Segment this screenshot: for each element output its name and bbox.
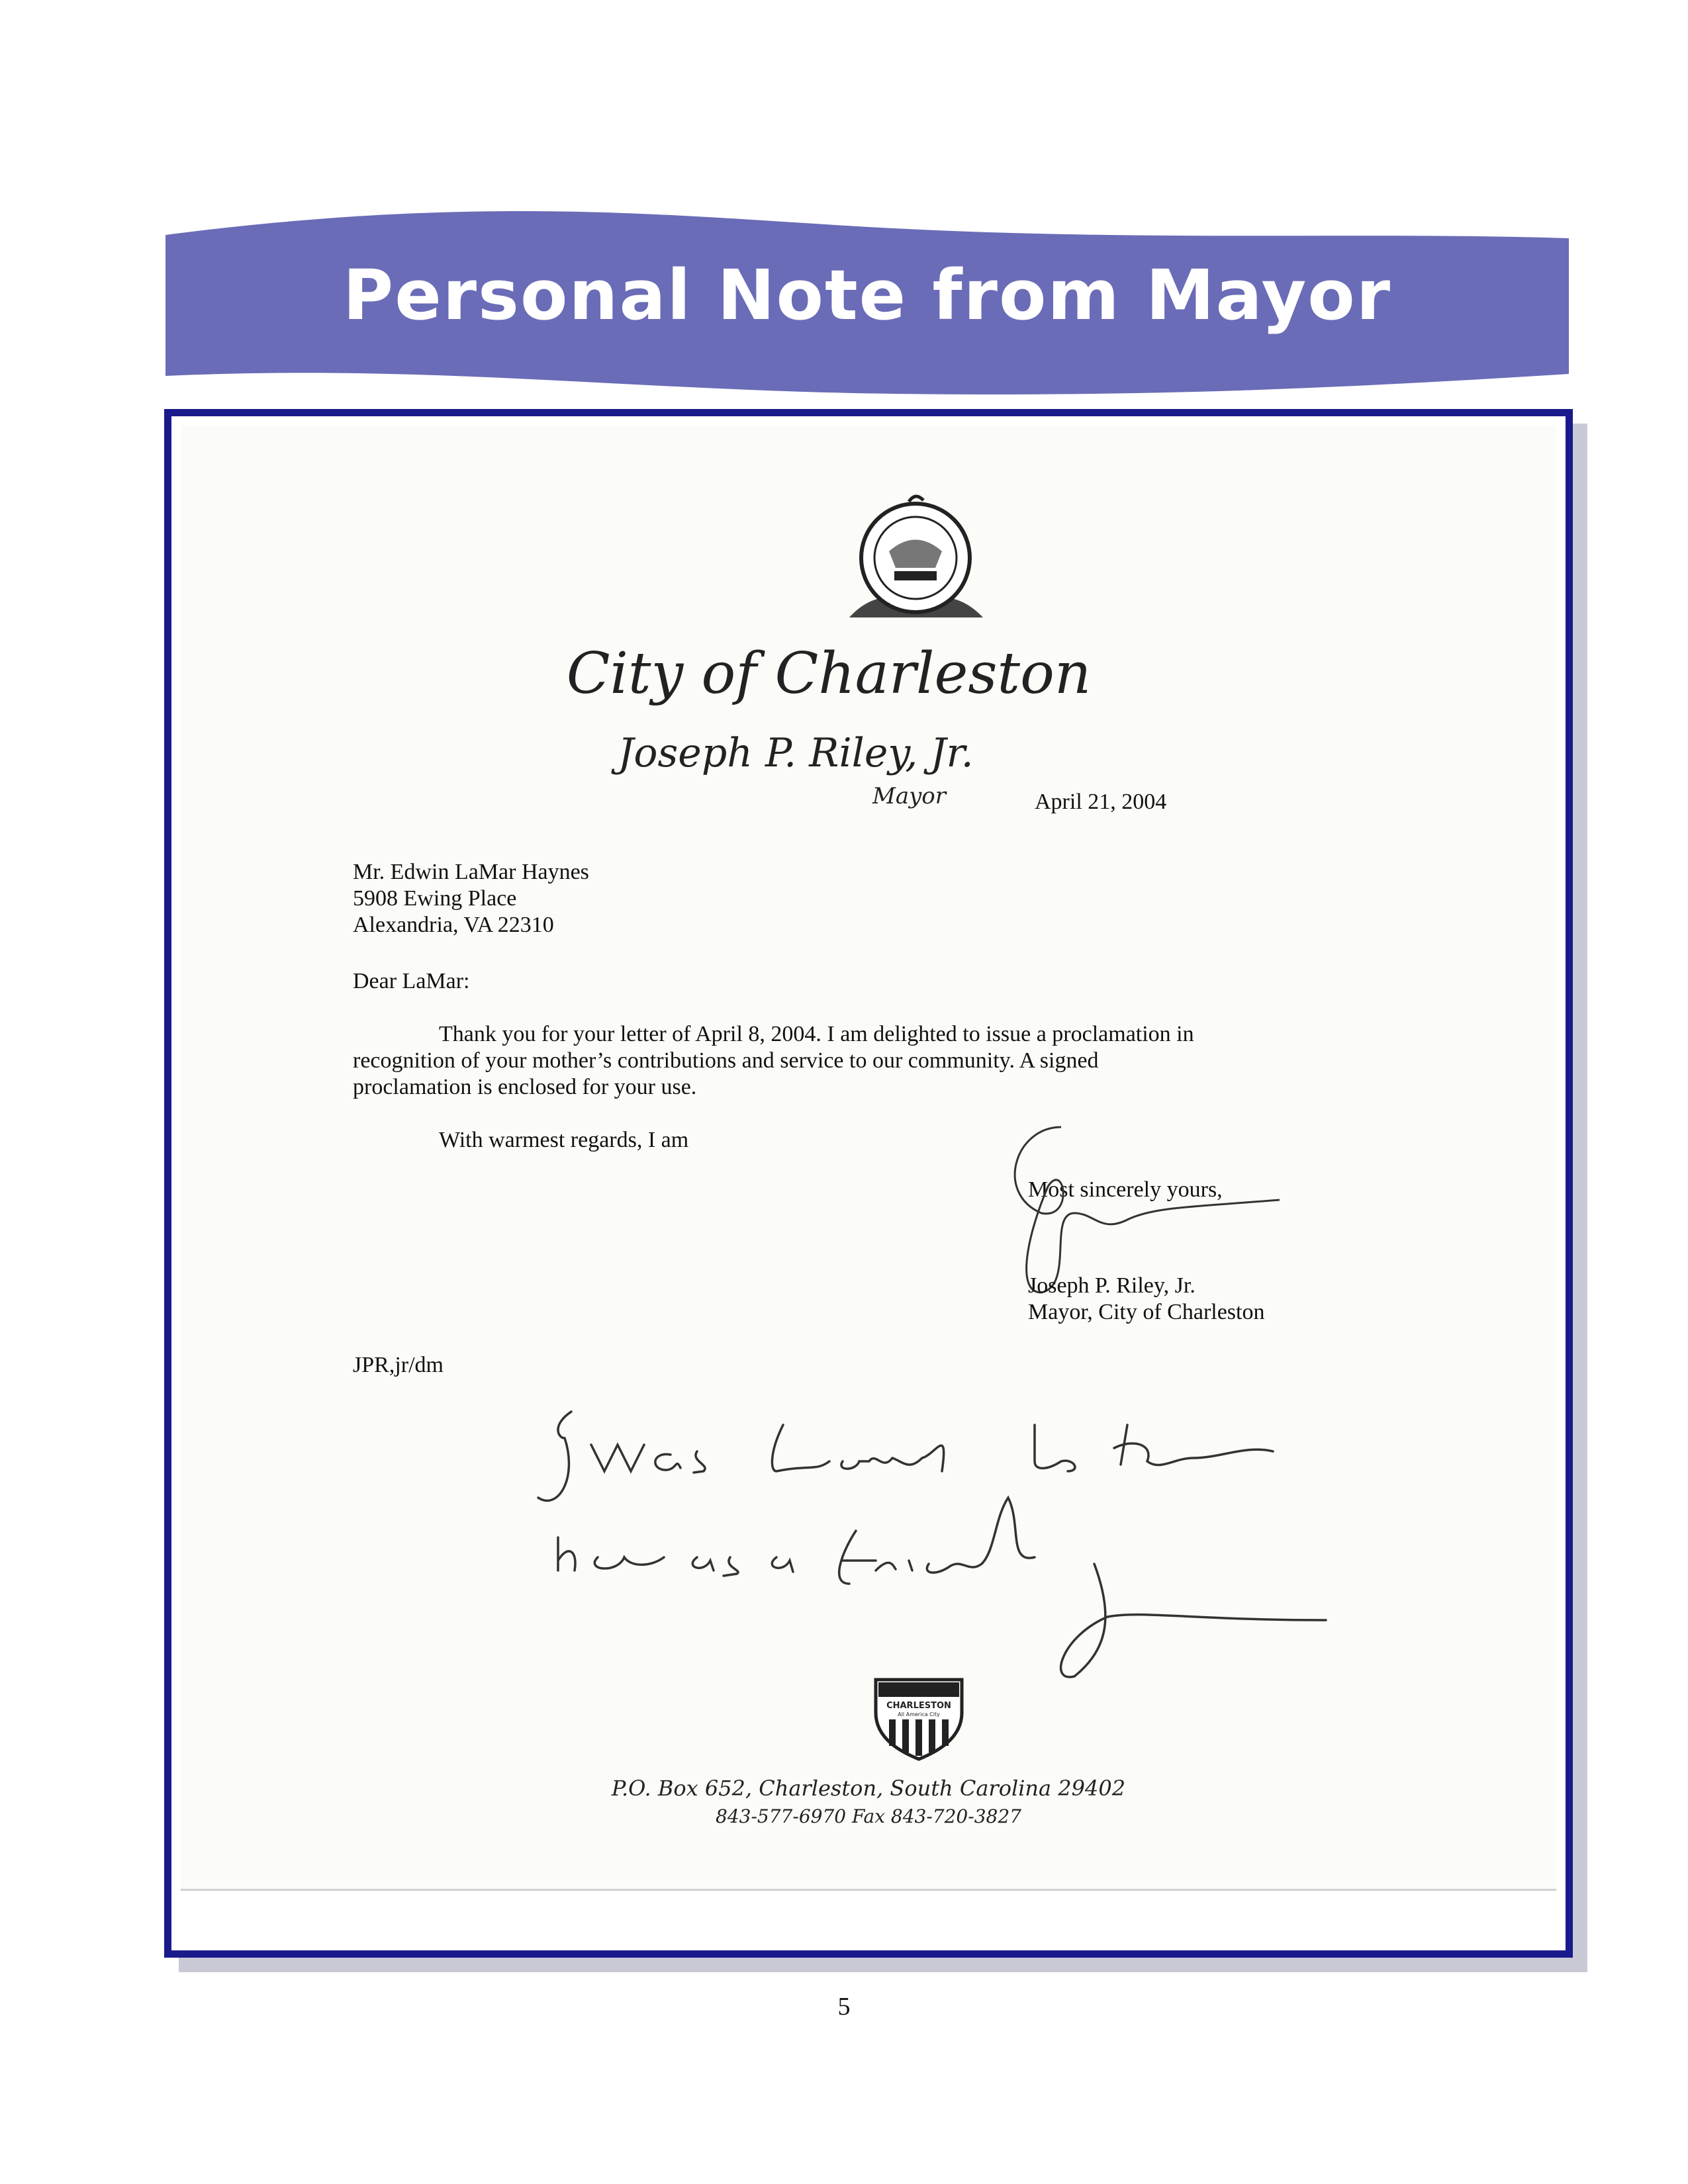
body-line-1: Thank you for your letter of April 8, 2004. I am delighted to issue a proclamation in — [439, 1022, 1194, 1046]
recipient-line-3: Alexandria, VA 22310 — [353, 913, 554, 937]
closing: Most sincerely yours, — [1028, 1177, 1223, 1202]
letterhead-city: City of Charleston — [566, 641, 1092, 707]
footer-phone: 843-577-6970 Fax 843-720-3827 — [716, 1805, 1021, 1827]
letterhead-mayor-name: Joseph P. Riley, Jr. — [618, 730, 974, 776]
all-america-city-shield-icon — [869, 1676, 968, 1762]
page-title: Personal Note from Mayor — [343, 255, 1391, 336]
shield-label: CHARLESTON — [886, 1701, 951, 1711]
letterhead-mayor-title: Mayor — [872, 783, 947, 809]
city-seal-icon — [836, 488, 995, 634]
shield-sublabel: All America City — [898, 1711, 940, 1717]
page-number: 5 — [837, 1993, 851, 2021]
letter-frame — [164, 409, 1573, 1958]
initials: JPR,jr/dm — [353, 1353, 444, 1377]
title-banner — [165, 205, 1569, 397]
handwritten-note-icon — [532, 1398, 1366, 1690]
regards-line: With warmest regards, I am — [439, 1128, 689, 1152]
salutation: Dear LaMar: — [353, 969, 470, 993]
letter-scan — [181, 426, 1556, 1891]
recipient-line-2: 5908 Ewing Place — [353, 886, 517, 911]
body-line-3: proclamation is enclosed for your use. — [353, 1075, 697, 1099]
signer-name: Joseph P. Riley, Jr. — [1028, 1273, 1196, 1298]
body-line-2: recognition of your mother’s contributions and service to our community. A signed — [353, 1048, 1099, 1073]
recipient-line-1: Mr. Edwin LaMar Haynes — [353, 860, 589, 884]
letter-date: April 21, 2004 — [1035, 790, 1167, 814]
footer-address: P.O. Box 652, Charleston, South Carolina 29402 — [611, 1776, 1126, 1801]
signer-title: Mayor, City of Charleston — [1028, 1300, 1265, 1324]
